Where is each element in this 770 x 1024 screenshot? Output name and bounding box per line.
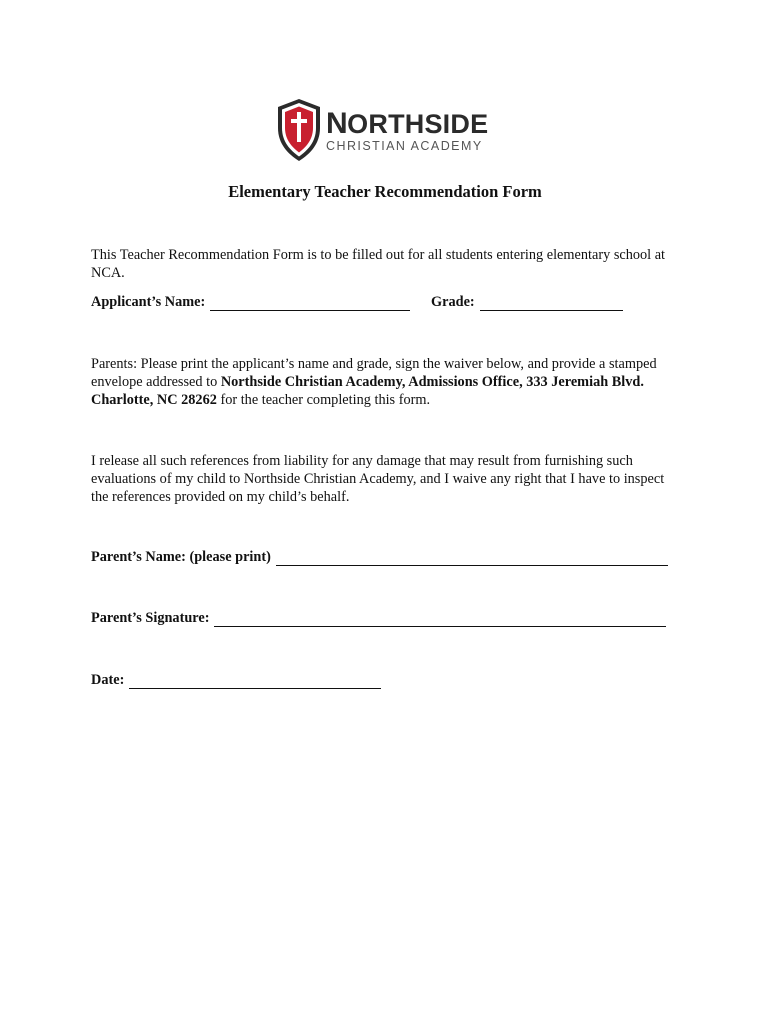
parent-name-label: Parent’s Name: (please print) [91,549,271,565]
grade-line[interactable] [480,296,623,311]
parents-instructions [91,355,681,409]
parent-signature-field[interactable] [91,609,666,627]
logo-wordmark [326,107,506,153]
parents-instructions-text: Parents: Please print the applicant’s name and grade, sign the waiver below, and provide a stamped envelope addressed to [91,356,657,390]
shield-cross-icon [276,98,322,162]
intro-paragraph: This Teacher Recommendation Form is to be filled out for all students entering elementary school at NCA. [91,247,666,281]
admissions-address: Northside Christian Academy, Admissions Office, 333 Jeremiah Blvd. Charlotte, NC 28262 [91,374,644,408]
school-logo [276,98,506,164]
grade-field[interactable] [431,293,623,311]
logo-subtitle: CHRISTIAN ACADEMY [326,139,483,153]
date-label: Date: [91,672,125,688]
parent-name-field[interactable] [91,548,668,566]
parents-instructions-tail: for the teacher completing this form. [216,392,431,408]
applicant-name-line[interactable] [210,296,410,311]
applicant-name-field[interactable] [91,293,410,311]
date-line[interactable] [129,674,381,689]
page-title: Elementary Teacher Recommendation Form [228,182,542,201]
date-field[interactable] [91,671,381,689]
parent-signature-line[interactable] [214,612,666,627]
logo-school-name [326,107,506,140]
parent-name-line[interactable] [276,551,668,566]
parent-signature-label: Parent’s Signature: [91,610,210,626]
applicant-name-label: Applicant’s Name: [91,294,206,310]
logo-name-rest: ORTHSIDE [347,109,489,139]
grade-label: Grade: [431,294,475,310]
logo-initial: N [326,107,348,140]
release-waiver: I release all such references from liability for any damage that may result from furnishing such evaluations of my child to Northside Christian Academy, and I waive any right that I have to inspect the references provided on my child’s behalf. [91,453,665,505]
